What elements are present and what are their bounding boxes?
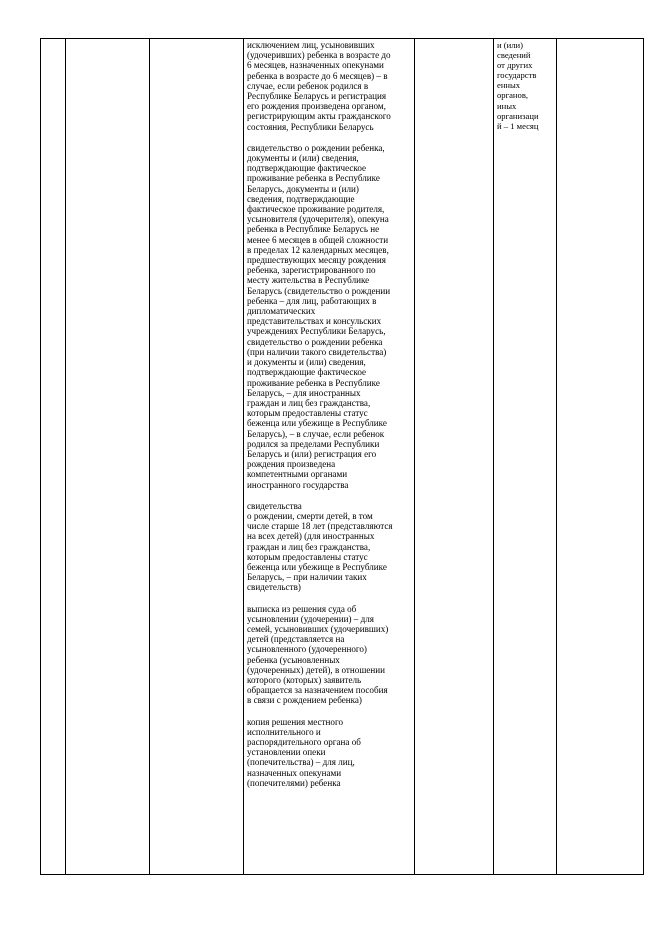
table-cell-empty (415, 39, 494, 875)
table-cell-empty (557, 39, 644, 875)
document-paragraph: свидетельства о рождении, смерти детей, в том числе старше 18 лет (представляются на всех детей) (для иностранных граждан и лиц без гражданства, которым предоставлены статус беженца или убежище в Республике Беларусь, – при наличии таких свидетельств) (247, 500, 393, 593)
table-cell-empty (41, 39, 66, 875)
term-cell (494, 39, 557, 875)
requirements-table (40, 38, 644, 875)
document-paragraph: исключением лиц, усыновивших (удочеривших) ребенка в возрасте до 6 месяцев, назначенных опекунами ребенка в возрасте до 6 месяцев) – в случае, если ребенок родился в Республике Беларусь и регистрация его рождения произведена органом, регистрирующим акты гражданского состояния, Республики Беларусь (247, 40, 391, 132)
document-paragraph: свидетельство о рождении ребенка, документы и (или) сведения, подтверждающие фактическое проживание ребенка в Республике Беларусь, документы и (или) сведения, подтверждающие фактическое проживание родителя, усыновителя (удочерителя), опекуна ребенка в Республике Беларусь не менее 6 месяцев в общей сложности в пределах 12 календарных месяцев, предшествующих месяцу рождения ребенка, зарегистрированного по месту жительства в Республике Беларусь (свидетельство о рождении ребенка – для лиц, работающих в дипломатических представительствах и консульских учреждениях Республики Беларусь, свидетельство о рождении ребенка (при наличии такого свидетельства) и документы и (или) сведения, подтверждающие фактическое проживание ребенка в Республике Беларусь, – для иностранных граждан и лиц без гражданства, которым предоставлены статус беженца или убежище в Республике Беларусь), – в случае, если ребенок родился за пределами Республики Беларусь и (или) регистрация его рождения произведена компетентными органами иностранного государства (247, 142, 391, 490)
documents-cell (244, 39, 415, 875)
document-paragraph: копия решения местного исполнительного и распорядительного органа об установлении опеки (попечительства) – для лиц, назначенных опекунами (попечителями) ребенка (247, 716, 361, 788)
table-cell-empty (66, 39, 150, 875)
term-text: и (или) сведений от других государств енных органов, иных организаци й – 1 месяц (497, 40, 539, 131)
table-row (41, 39, 644, 875)
document-paragraph: выписка из решения суда об усыновлении (удочерении) – для семей, усыновивших (удочеривших) детей (представляется на усыновленного (удочеренного) ребенка (усыновленных (удочеренных) детей), в отношении которого (которых) заявитель обращается за назначением пособия в связи с рождением ребенка) (247, 603, 389, 706)
table-cell-empty (150, 39, 244, 875)
